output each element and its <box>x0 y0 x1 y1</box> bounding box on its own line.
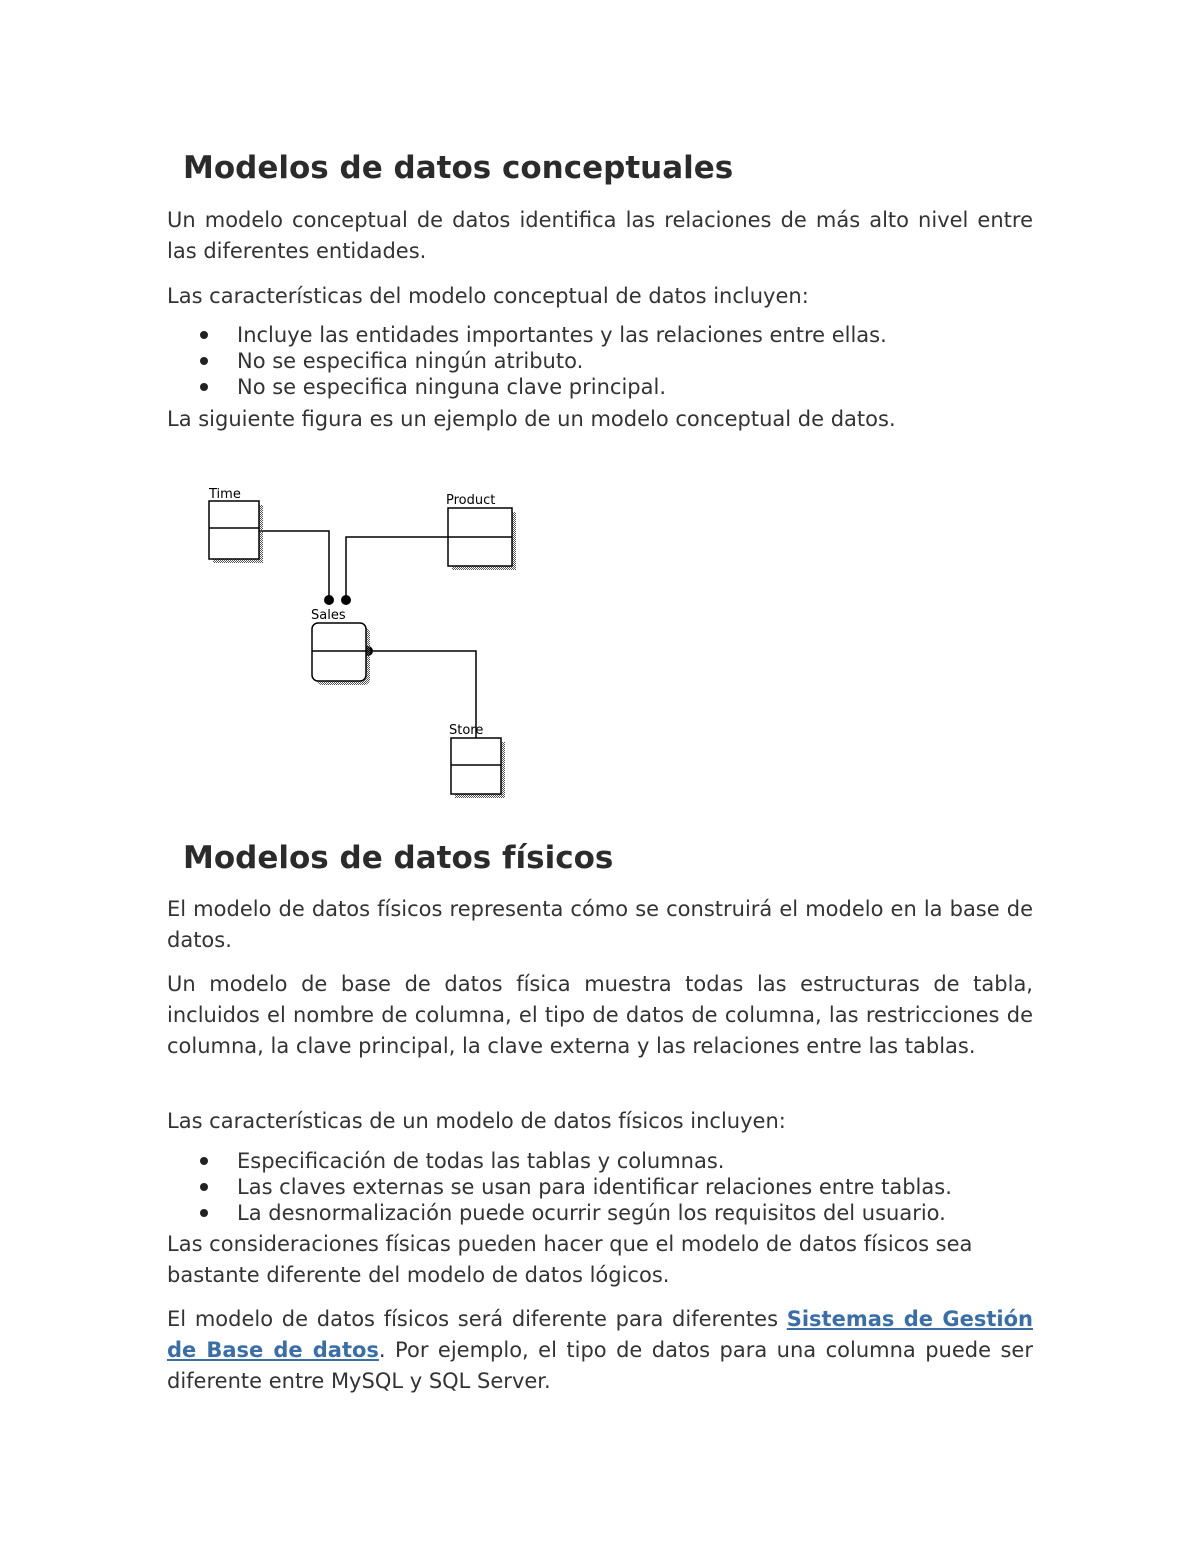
paragraph-physical-features: Las características de un modelo de datos físicos incluyen: <box>167 1109 786 1133</box>
list-item: La desnormalización puede ocurrir según los requisitos del usuario. <box>167 1200 1033 1226</box>
section-title-physical: Modelos de datos físicos <box>183 840 614 876</box>
many-end-dot-time <box>324 595 334 605</box>
entity-time <box>208 487 263 563</box>
bullet-icon <box>200 1209 208 1217</box>
entity-product <box>446 493 516 570</box>
paragraph-conceptual-features: Las características del modelo conceptual de datos incluyen: <box>167 284 809 308</box>
section-title-conceptual: Modelos de datos conceptuales <box>183 150 734 186</box>
list-item: Incluye las entidades importantes y las relaciones entre ellas. <box>167 322 1033 348</box>
bullet-icon <box>200 357 208 365</box>
entity-label-product: Product <box>446 493 496 508</box>
many-end-dot-product <box>341 595 351 605</box>
list-item: Especificación de todas las tablas y columnas. <box>167 1148 1033 1174</box>
entity-label-time: Time <box>209 487 241 502</box>
paragraph-conceptual-intro: Un modelo conceptual de datos identifica las relaciones de más alto nivel entre las diferentes entidades. <box>167 208 1033 263</box>
paragraph-physical-considerations: Las consideraciones físicas pueden hacer que el modelo de datos físicos sea bastante diferente del modelo de datos lógicos. <box>167 1232 973 1287</box>
list-item: No se especifica ningún atributo. <box>167 348 1033 374</box>
entity-label-sales: Sales <box>311 608 346 623</box>
paragraph-physical-dbms: El modelo de datos físicos será diferente para diferentes Sistemas de Gestión de Base de datos. Por ejemplo, el tipo de datos para una columna puede ser diferente entre MySQL y SQL Server. <box>167 1307 1033 1393</box>
list-item: Las claves externas se usan para identificar relaciones entre tablas. <box>167 1174 1033 1200</box>
dbms-link[interactable]: Sistemas de Gestión de Base de datos <box>167 1307 1033 1362</box>
paragraph-figure-intro: La siguiente figura es un ejemplo de un modelo conceptual de datos. <box>167 407 896 431</box>
entity-store <box>449 723 505 798</box>
bullet-list-conceptual <box>167 322 1033 400</box>
bullet-icon <box>200 1183 208 1191</box>
paragraph-physical-intro: El modelo de datos físicos representa cómo se construirá el modelo en la base de datos. <box>167 897 1033 952</box>
bullet-icon <box>200 383 208 391</box>
list-item: No se especifica ninguna clave principal. <box>167 374 1033 400</box>
bullet-icon <box>200 1157 208 1165</box>
conceptual-model-diagram <box>200 478 530 808</box>
bullet-list-physical <box>167 1148 1033 1226</box>
bullet-icon <box>200 331 208 339</box>
paragraph-physical-structures: Un modelo de base de datos física muestra todas las estructuras de tabla, incluidos el nombre de columna, el tipo de datos de columna, las restricciones de columna, la clave principal, la clave externa y las relaciones entre las tablas. <box>167 972 1033 1058</box>
entity-label-store: Store <box>449 723 484 738</box>
entity-sales <box>311 608 370 685</box>
